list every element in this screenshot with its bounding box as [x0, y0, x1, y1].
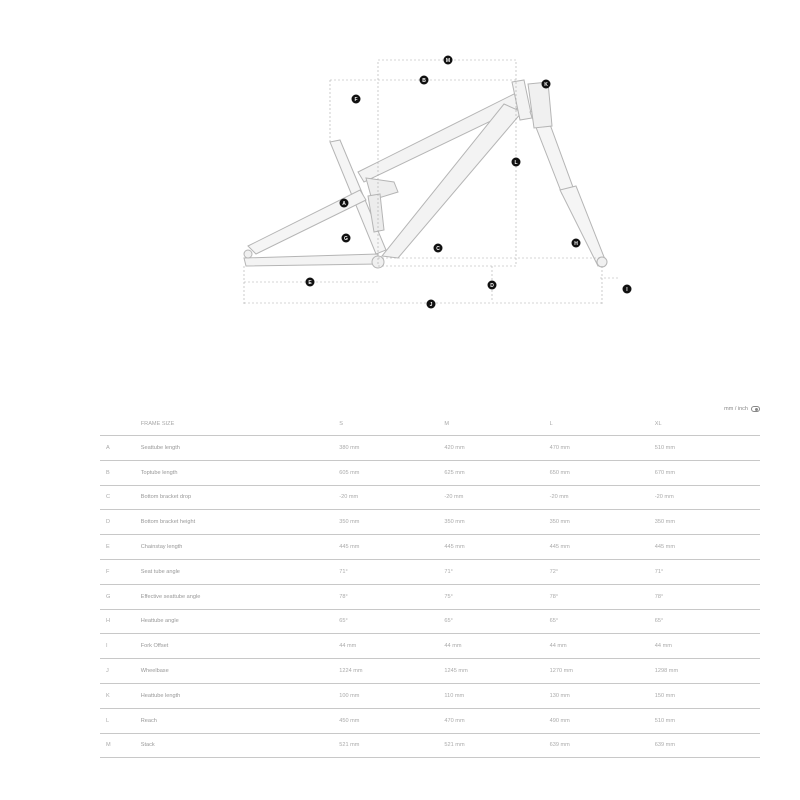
table-row [100, 708, 760, 733]
row-value-l: 130 mm [549, 692, 570, 699]
row-label: Chainstay length [140, 544, 183, 551]
svg-text:D: D [490, 283, 494, 289]
marker-f [352, 95, 361, 104]
row-value-xl: 510 mm [654, 444, 676, 451]
svg-text:I: I [626, 287, 628, 293]
row-label: Seattube length [140, 444, 180, 451]
row-value-xl: 71° [654, 568, 664, 575]
table-row [100, 683, 760, 708]
row-value-s: 445 mm [339, 544, 360, 551]
marker-g [342, 234, 351, 243]
size-header-xl: XL [654, 421, 662, 427]
row-letter: L [106, 717, 110, 724]
row-value-s: 65° [339, 618, 348, 625]
row-value-m: 1245 mm [444, 668, 468, 675]
row-label: Heattube angle [140, 618, 179, 625]
row-value-l: 639 mm [549, 742, 570, 749]
frame-size-header: FRAME SIZE [140, 421, 175, 427]
row-value-l: -20 mm [549, 494, 569, 501]
row-letter: H [106, 618, 111, 625]
row-value-xl: 670 mm [654, 469, 676, 476]
row-letter: D [106, 519, 111, 526]
table-row [100, 485, 760, 510]
table-row [100, 460, 760, 485]
svg-text:E: E [308, 280, 312, 286]
row-value-l: 650 mm [549, 469, 570, 476]
frame-outline [244, 80, 607, 268]
row-label: Bottom bracket drop [140, 494, 192, 501]
row-value-m: 625 mm [444, 469, 465, 476]
row-letter: B [106, 469, 110, 476]
row-value-l: 490 mm [549, 717, 570, 724]
row-value-xl: 510 mm [654, 717, 676, 724]
svg-text:C: C [436, 246, 440, 252]
svg-text:M: M [445, 58, 451, 64]
row-label: Wheelbase [140, 668, 169, 675]
row-value-xl: 639 mm [654, 742, 676, 749]
row-label: Toptube length [140, 469, 178, 476]
unit-toggle-label: mm / inch [724, 406, 748, 412]
svg-text:L: L [514, 160, 518, 166]
marker-h [572, 239, 581, 248]
svg-text:A: A [342, 201, 346, 207]
row-letter: I [106, 643, 108, 650]
marker-i [623, 285, 632, 294]
row-value-l: 445 mm [549, 544, 570, 551]
row-value-l: 65° [549, 618, 559, 625]
row-label: Heattube length [140, 692, 181, 699]
row-value-m: 75° [444, 593, 453, 600]
row-value-s: 380 mm [339, 444, 360, 451]
row-label: Seat tube angle [140, 568, 180, 575]
row-value-l: 72° [549, 568, 559, 575]
table-row [100, 559, 760, 584]
row-value-l: 1270 mm [549, 668, 573, 675]
row-letter: F [106, 568, 110, 575]
svg-text:F: F [354, 97, 358, 103]
row-value-xl: 78° [654, 593, 664, 600]
frame-geometry-diagram [0, 0, 800, 330]
svg-text:K: K [544, 82, 548, 88]
row-value-l: 470 mm [549, 444, 570, 451]
row-value-s: 71° [339, 568, 348, 575]
row-value-l: 350 mm [549, 519, 570, 526]
row-label: Reach [140, 717, 157, 724]
row-value-m: 470 mm [444, 717, 465, 724]
row-value-m: 44 mm [444, 643, 462, 650]
size-header-s: S [339, 421, 343, 427]
row-value-s: 44 mm [339, 643, 357, 650]
svg-text:J: J [429, 302, 433, 308]
size-header-m: M [444, 421, 450, 427]
row-label: Stack [140, 742, 155, 749]
row-value-s: 1224 mm [339, 668, 363, 675]
table-row [100, 659, 760, 684]
row-value-xl: 350 mm [654, 519, 676, 526]
row-label: Fork Offset [140, 643, 169, 650]
table-row [100, 510, 760, 535]
table-row [100, 634, 760, 659]
toggle-switch-icon [751, 406, 760, 412]
table-row [100, 733, 760, 758]
table-row [100, 535, 760, 560]
row-value-xl: 65° [654, 618, 664, 625]
row-value-s: 521 mm [339, 742, 360, 749]
row-value-xl: 44 mm [654, 643, 672, 650]
row-value-m: -20 mm [444, 494, 464, 501]
size-header-l: L [549, 421, 553, 427]
row-letter: M [106, 742, 111, 749]
row-label: Effective seattube angle [140, 593, 201, 600]
marker-b [420, 76, 429, 85]
row-value-xl: 1298 mm [654, 668, 679, 675]
marker-e [306, 278, 315, 287]
table-row [100, 609, 760, 634]
row-letter: A [106, 444, 110, 451]
marker-l [444, 56, 453, 65]
row-value-l: 78° [549, 593, 559, 600]
row-label: Bottom bracket height [140, 519, 196, 526]
marker-c [434, 244, 443, 253]
row-value-l: 44 mm [549, 643, 567, 650]
row-value-s: 605 mm [339, 469, 360, 476]
row-value-m: 71° [444, 568, 453, 575]
row-letter: K [106, 692, 110, 699]
row-letter: J [106, 668, 109, 675]
row-value-s: 78° [339, 593, 348, 600]
row-value-m: 65° [444, 618, 453, 625]
unit-toggle[interactable] [724, 406, 760, 412]
row-value-xl: -20 mm [654, 494, 674, 501]
table-header-row [100, 413, 760, 436]
row-value-xl: 445 mm [654, 544, 676, 551]
row-value-s: 350 mm [339, 519, 360, 526]
marker-m [512, 158, 521, 167]
row-letter: E [106, 544, 110, 551]
row-value-m: 521 mm [444, 742, 465, 749]
row-value-m: 445 mm [444, 544, 465, 551]
row-letter: G [106, 593, 111, 600]
svg-text:G: G [344, 236, 348, 242]
table-row [100, 584, 760, 609]
row-value-s: -20 mm [339, 494, 359, 501]
row-value-s: 450 mm [339, 717, 360, 724]
marker-d [488, 281, 497, 290]
svg-text:H: H [574, 241, 578, 247]
row-value-m: 420 mm [444, 444, 465, 451]
svg-text:B: B [422, 78, 426, 84]
marker-k [542, 80, 551, 89]
row-letter: C [106, 494, 111, 501]
geometry-table [100, 413, 760, 758]
row-value-xl: 150 mm [654, 692, 676, 699]
row-value-m: 110 mm [444, 692, 465, 699]
marker-j [427, 300, 436, 309]
row-value-s: 100 mm [339, 692, 360, 699]
table-row [100, 436, 760, 461]
marker-a [340, 199, 349, 208]
row-value-m: 350 mm [444, 519, 465, 526]
